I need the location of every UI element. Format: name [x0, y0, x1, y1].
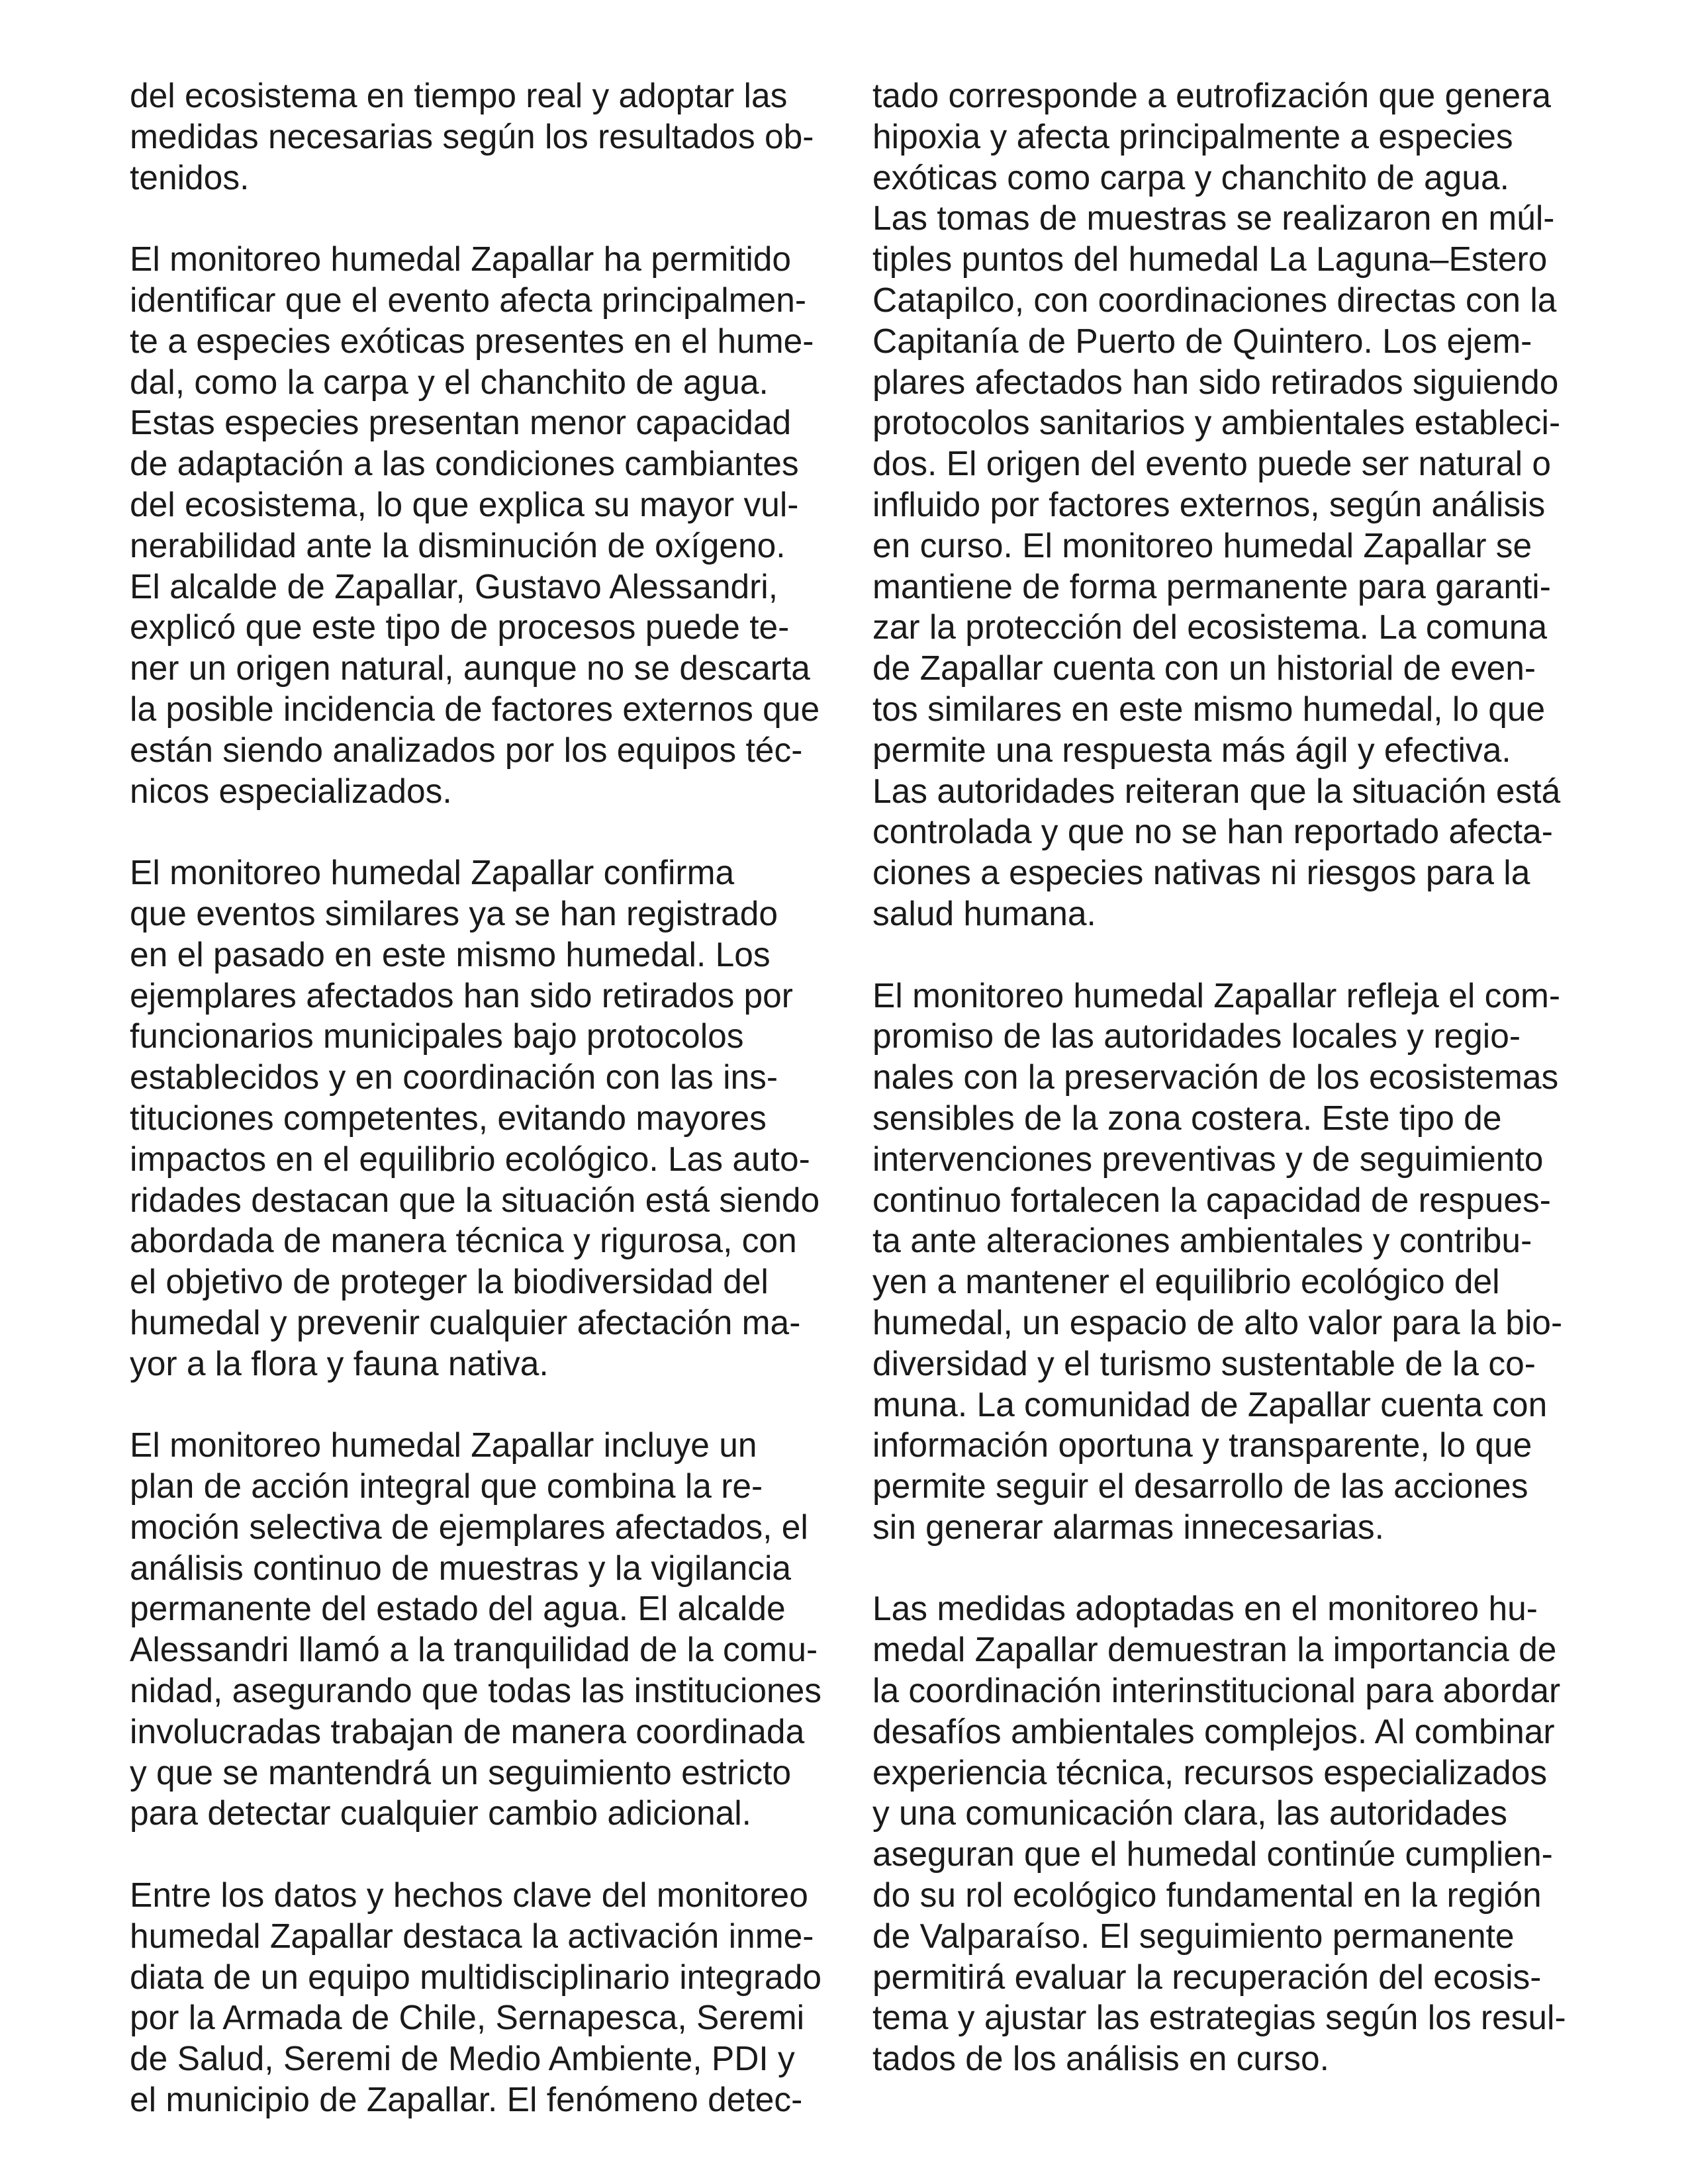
paragraph: [130, 1875, 831, 2120]
text-line: involucradas trabajan de manera coordinada: [130, 1711, 805, 1751]
text-line: y que se mantendrá un seguimiento estricto: [130, 1752, 792, 1792]
text-line: ejemplares afectados han sido retirados por: [130, 976, 793, 1015]
text-line: sin generar alarmas innecesarias.: [872, 1507, 1384, 1546]
text-line: impactos en el equilibrio ecológico. Las auto-: [130, 1139, 810, 1178]
paragraph: [130, 852, 831, 1384]
text-line: explicó que este tipo de procesos puede te-: [130, 608, 790, 647]
text-line: están siendo analizados por los equipos téc-: [130, 730, 803, 769]
text-line: influido por factores externos, según análisis: [872, 484, 1546, 523]
text-line: Entre los datos y hechos clave del monitoreo: [130, 1876, 808, 1915]
text-line: zar la protección del ecosistema. La comuna: [872, 608, 1548, 647]
text-line: El monitoreo humedal Zapallar ha permitido: [130, 240, 792, 279]
text-line: tituciones competentes, evitando mayores: [130, 1098, 767, 1137]
text-line: medidas necesarias según los resultados ob-: [130, 116, 814, 156]
text-line: moción selectiva de ejemplares afectados, el: [130, 1507, 808, 1546]
text-line: Las medidas adoptadas en el monitoreo hu-: [872, 1589, 1538, 1628]
text-line: yor a la flora y fauna nativa.: [130, 1343, 549, 1383]
text-line: de Salud, Seremi de Medio Ambiente, PDI y: [130, 2039, 795, 2078]
text-line: mantiene de forma permanente para garanti-: [872, 567, 1551, 606]
text-line: Capitanía de Puerto de Quintero. Los ejem-: [872, 321, 1532, 360]
text-line: por la Armada de Chile, Sernapesca, Seremi: [130, 1998, 805, 2037]
text-line: diata de un equipo multidisciplinario integrado: [130, 1957, 821, 1996]
text-line: humedal Zapallar destaca la activación inme-: [130, 1916, 814, 1955]
text-line: en el pasado en este mismo humedal. Los: [130, 934, 771, 974]
text-line: permitirá evaluar la recuperación del ecosis-: [872, 1957, 1542, 1996]
text-line: de adaptación a las condiciones cambiantes: [130, 444, 799, 483]
paragraph: [130, 239, 831, 811]
text-line: medal Zapallar demuestran la importancia de: [872, 1630, 1557, 1669]
text-line: tenidos.: [130, 158, 250, 197]
text-line: salud humana.: [872, 893, 1096, 933]
text-line: nicos especializados.: [130, 771, 452, 810]
text-line: El monitoreo humedal Zapallar incluye un: [130, 1426, 757, 1465]
text-line: información oportuna y transparente, lo que: [872, 1426, 1532, 1465]
paragraph: [872, 1588, 1574, 2079]
paragraph: [130, 75, 831, 198]
text-line: controlada y que no se han reportado afecta-: [872, 812, 1553, 851]
text-line: nales con la preservación de los ecosistemas: [872, 1058, 1559, 1097]
text-line: Las tomas de muestras se realizaron en múl-: [872, 199, 1555, 238]
text-line: humedal, un espacio de alto valor para la bio-: [872, 1302, 1563, 1342]
text-line: y una comunicación clara, las autoridades: [872, 1794, 1508, 1833]
text-line: El monitoreo humedal Zapallar confirma: [130, 853, 735, 892]
text-line: ridades destacan que la situación está siendo: [130, 1180, 820, 1219]
text-line: hipoxia y afecta principalmente a especies: [872, 116, 1513, 156]
text-line: ciones a especies nativas ni riesgos para la: [872, 853, 1530, 892]
text-line: continuo fortalecen la capacidad de respues-: [872, 1180, 1551, 1219]
text-line: la posible incidencia de factores externos que: [130, 689, 820, 728]
text-line: dal, como la carpa y el chanchito de agua.: [130, 362, 769, 401]
text-line: te a especies exóticas presentes en el hume-: [130, 321, 814, 360]
text-line: nerabilidad ante la disminución de oxígeno.: [130, 525, 786, 565]
text-line: plan de acción integral que combina la re-: [130, 1467, 763, 1506]
text-line: permanente del estado del agua. El alcalde: [130, 1589, 786, 1628]
text-line: experiencia técnica, recursos especializados: [872, 1752, 1548, 1792]
text-line: el objetivo de proteger la biodiversidad del: [130, 1262, 769, 1301]
right-column: [872, 75, 1574, 2120]
text-line: ta ante alteraciones ambientales y contribu-: [872, 1221, 1532, 1260]
text-line: identificar que el evento afecta principalmen-: [130, 280, 807, 319]
text-line: yen a mantener el equilibrio ecológico del: [872, 1262, 1500, 1301]
text-line: del ecosistema en tiempo real y adoptar las: [130, 76, 788, 114]
text-line: funcionarios municipales bajo protocolos: [130, 1017, 744, 1056]
text-line: Estas especies presentan menor capacidad: [130, 403, 792, 442]
paragraph: [872, 75, 1574, 934]
text-line: de Zapallar cuenta con un historial de even-: [872, 649, 1536, 688]
text-line: dos. El origen del evento puede ser natural o: [872, 444, 1551, 483]
text-line: diversidad y el turismo sustentable de la co-: [872, 1343, 1536, 1383]
text-line: muna. La comunidad de Zapallar cuenta con: [872, 1385, 1548, 1424]
text-line: Catapilco, con coordinaciones directas con la: [872, 280, 1557, 319]
text-line: permite seguir el desarrollo de las acciones: [872, 1467, 1528, 1506]
text-line: de Valparaíso. El seguimiento permanente: [872, 1916, 1515, 1955]
text-line: abordada de manera técnica y rigurosa, con: [130, 1221, 797, 1260]
text-line: promiso de las autoridades locales y regio-: [872, 1017, 1521, 1056]
text-line: el municipio de Zapallar. El fenómeno detec-: [130, 2080, 803, 2119]
text-line: Alessandri llamó a la tranquilidad de la comu-: [130, 1630, 818, 1669]
text-line: humedal y prevenir cualquier afectación ma-: [130, 1302, 801, 1342]
text-line: tos similares en este mismo humedal, lo que: [872, 689, 1546, 728]
text-line: exóticas como carpa y chanchito de agua.: [872, 158, 1509, 197]
text-line: do su rol ecológico fundamental en la región: [872, 1876, 1542, 1915]
text-line: Las autoridades reiteran que la situación está: [872, 771, 1561, 810]
text-line: en curso. El monitoreo humedal Zapallar se: [872, 525, 1532, 565]
paragraph: [130, 1425, 831, 1834]
left-column: [130, 75, 831, 2161]
text-line: para detectar cualquier cambio adicional.: [130, 1794, 751, 1833]
text-line: protocolos sanitarios y ambientales estableci-: [872, 403, 1561, 442]
text-line: la coordinación interinstitucional para abordar: [872, 1671, 1561, 1710]
text-line: tado corresponde a eutrofización que genera: [872, 76, 1551, 114]
text-line: desafíos ambientales complejos. Al combinar: [872, 1711, 1555, 1751]
text-line: nidad, asegurando que todas las instituciones: [130, 1671, 822, 1710]
text-line: plares afectados han sido retirados siguiendo: [872, 362, 1559, 401]
text-line: intervenciones preventivas y de seguimiento: [872, 1139, 1544, 1178]
paragraph: [872, 976, 1574, 1548]
text-line: ner un origen natural, aunque no se descarta: [130, 649, 810, 688]
text-line: tema y ajustar las estrategias según los resul-: [872, 1998, 1566, 2037]
text-line: aseguran que el humedal continúe cumplien-: [872, 1835, 1553, 1874]
text-line: que eventos similares ya se han registrado: [130, 893, 778, 933]
text-line: establecidos y en coordinación con las ins-: [130, 1058, 778, 1097]
text-line: permite una respuesta más ágil y efectiva.: [872, 730, 1511, 769]
text-line: tados de los análisis en curso.: [872, 2039, 1329, 2078]
text-line: del ecosistema, lo que explica su mayor vul-: [130, 484, 799, 523]
text-line: análisis continuo de muestras y la vigilancia: [130, 1548, 792, 1587]
text-line: El monitoreo humedal Zapallar refleja el com-: [872, 976, 1561, 1015]
text-line: tiples puntos del humedal La Laguna–Estero: [872, 240, 1548, 279]
text-line: sensibles de la zona costera. Este tipo de: [872, 1098, 1502, 1137]
text-line: El alcalde de Zapallar, Gustavo Alessandri,: [130, 567, 778, 606]
